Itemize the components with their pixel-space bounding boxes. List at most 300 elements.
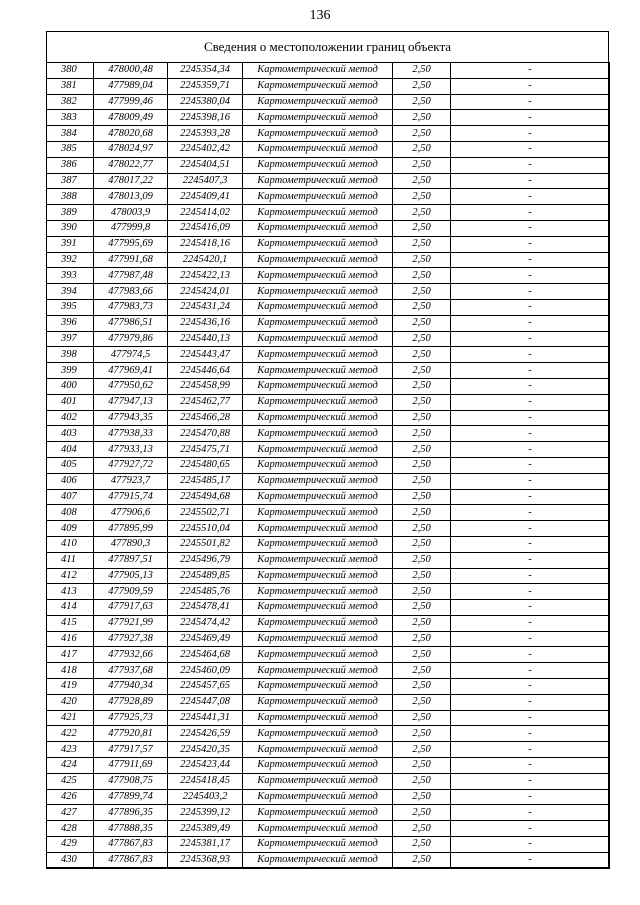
point-number-cell: 399 bbox=[47, 363, 94, 379]
note-cell: - bbox=[451, 758, 610, 774]
x-coordinate-cell: 477950,62 bbox=[94, 378, 168, 394]
table-row bbox=[47, 600, 610, 616]
x-coordinate-cell: 478000,48 bbox=[94, 63, 168, 79]
page-number: 136 bbox=[309, 8, 331, 23]
point-number-cell: 384 bbox=[47, 126, 94, 142]
note-cell: - bbox=[451, 647, 610, 663]
y-coordinate-cell: 2245443,47 bbox=[168, 347, 243, 363]
point-number-cell: 401 bbox=[47, 394, 94, 410]
point-number-cell: 418 bbox=[47, 663, 94, 679]
point-number-cell: 398 bbox=[47, 347, 94, 363]
table-row bbox=[47, 394, 610, 410]
note-cell: - bbox=[451, 363, 610, 379]
accuracy-cell: 2,50 bbox=[393, 315, 451, 331]
table-row bbox=[47, 331, 610, 347]
note-cell: - bbox=[451, 584, 610, 600]
y-coordinate-cell: 2245389,49 bbox=[168, 821, 243, 837]
y-coordinate-cell: 2245409,41 bbox=[168, 189, 243, 205]
accuracy-cell: 2,50 bbox=[393, 378, 451, 394]
table-row bbox=[47, 710, 610, 726]
x-coordinate-cell: 477888,35 bbox=[94, 821, 168, 837]
table-row bbox=[47, 236, 610, 252]
method-cell: Картометрический метод bbox=[243, 205, 393, 221]
table-row bbox=[47, 852, 610, 868]
point-number-cell: 387 bbox=[47, 173, 94, 189]
point-number-cell: 411 bbox=[47, 552, 94, 568]
point-number-cell: 388 bbox=[47, 189, 94, 205]
note-cell: - bbox=[451, 94, 610, 110]
accuracy-cell: 2,50 bbox=[393, 694, 451, 710]
x-coordinate-cell: 477867,83 bbox=[94, 837, 168, 853]
y-coordinate-cell: 2245475,71 bbox=[168, 442, 243, 458]
accuracy-cell: 2,50 bbox=[393, 331, 451, 347]
note-cell: - bbox=[451, 63, 610, 79]
note-cell: - bbox=[451, 852, 610, 868]
table-row bbox=[47, 426, 610, 442]
y-coordinate-cell: 2245447,08 bbox=[168, 694, 243, 710]
accuracy-cell: 2,50 bbox=[393, 126, 451, 142]
point-number-cell: 394 bbox=[47, 284, 94, 300]
note-cell: - bbox=[451, 473, 610, 489]
y-coordinate-cell: 2245399,12 bbox=[168, 805, 243, 821]
method-cell: Картометрический метод bbox=[243, 805, 393, 821]
point-number-cell: 381 bbox=[47, 78, 94, 94]
y-coordinate-cell: 2245422,13 bbox=[168, 268, 243, 284]
point-number-cell: 421 bbox=[47, 710, 94, 726]
x-coordinate-cell: 477989,04 bbox=[94, 78, 168, 94]
accuracy-cell: 2,50 bbox=[393, 173, 451, 189]
accuracy-cell: 2,50 bbox=[393, 363, 451, 379]
note-cell: - bbox=[451, 410, 610, 426]
y-coordinate-cell: 2245485,17 bbox=[168, 473, 243, 489]
accuracy-cell: 2,50 bbox=[393, 789, 451, 805]
point-number-cell: 427 bbox=[47, 805, 94, 821]
point-number-cell: 403 bbox=[47, 426, 94, 442]
method-cell: Картометрический метод bbox=[243, 694, 393, 710]
note-cell: - bbox=[451, 679, 610, 695]
table-row bbox=[47, 694, 610, 710]
note-cell: - bbox=[451, 426, 610, 442]
method-cell: Картометрический метод bbox=[243, 663, 393, 679]
y-coordinate-cell: 2245446,64 bbox=[168, 363, 243, 379]
method-cell: Картометрический метод bbox=[243, 505, 393, 521]
method-cell: Картометрический метод bbox=[243, 631, 393, 647]
table-row bbox=[47, 78, 610, 94]
method-cell: Картометрический метод bbox=[243, 157, 393, 173]
table-row bbox=[47, 299, 610, 315]
table-row bbox=[47, 410, 610, 426]
x-coordinate-cell: 477899,74 bbox=[94, 789, 168, 805]
y-coordinate-cell: 2245466,28 bbox=[168, 410, 243, 426]
point-number-cell: 380 bbox=[47, 63, 94, 79]
method-cell: Картометрический метод bbox=[243, 615, 393, 631]
table-row bbox=[47, 742, 610, 758]
x-coordinate-cell: 478009,49 bbox=[94, 110, 168, 126]
x-coordinate-cell: 477920,81 bbox=[94, 726, 168, 742]
table-row bbox=[47, 63, 610, 79]
method-cell: Картометрический метод bbox=[243, 821, 393, 837]
table-row bbox=[47, 631, 610, 647]
x-coordinate-cell: 478022,77 bbox=[94, 157, 168, 173]
note-cell: - bbox=[451, 726, 610, 742]
coordinates-table-body bbox=[47, 63, 610, 869]
y-coordinate-cell: 2245426,59 bbox=[168, 726, 243, 742]
method-cell: Картометрический метод bbox=[243, 789, 393, 805]
point-number-cell: 390 bbox=[47, 220, 94, 236]
note-cell: - bbox=[451, 505, 610, 521]
accuracy-cell: 2,50 bbox=[393, 615, 451, 631]
y-coordinate-cell: 2245480,65 bbox=[168, 457, 243, 473]
note-cell: - bbox=[451, 110, 610, 126]
y-coordinate-cell: 2245414,02 bbox=[168, 205, 243, 221]
accuracy-cell: 2,50 bbox=[393, 536, 451, 552]
note-cell: - bbox=[451, 141, 610, 157]
x-coordinate-cell: 477932,66 bbox=[94, 647, 168, 663]
table-row bbox=[47, 837, 610, 853]
x-coordinate-cell: 477999,8 bbox=[94, 220, 168, 236]
table-row bbox=[47, 378, 610, 394]
method-cell: Картометрический метод bbox=[243, 457, 393, 473]
table-row bbox=[47, 284, 610, 300]
table-row bbox=[47, 473, 610, 489]
y-coordinate-cell: 2245502,71 bbox=[168, 505, 243, 521]
note-cell: - bbox=[451, 615, 610, 631]
x-coordinate-cell: 477937,68 bbox=[94, 663, 168, 679]
point-number-cell: 409 bbox=[47, 521, 94, 537]
table-row bbox=[47, 568, 610, 584]
method-cell: Картометрический метод bbox=[243, 584, 393, 600]
table-row bbox=[47, 315, 610, 331]
note-cell: - bbox=[451, 126, 610, 142]
y-coordinate-cell: 2245462,77 bbox=[168, 394, 243, 410]
method-cell: Картометрический метод bbox=[243, 126, 393, 142]
x-coordinate-cell: 478017,22 bbox=[94, 173, 168, 189]
accuracy-cell: 2,50 bbox=[393, 489, 451, 505]
table-row bbox=[47, 457, 610, 473]
x-coordinate-cell: 478024,97 bbox=[94, 141, 168, 157]
y-coordinate-cell: 2245416,09 bbox=[168, 220, 243, 236]
point-number-cell: 392 bbox=[47, 252, 94, 268]
x-coordinate-cell: 478003,9 bbox=[94, 205, 168, 221]
method-cell: Картометрический метод bbox=[243, 489, 393, 505]
y-coordinate-cell: 2245458,99 bbox=[168, 378, 243, 394]
table-row bbox=[47, 110, 610, 126]
method-cell: Картометрический метод bbox=[243, 110, 393, 126]
note-cell: - bbox=[451, 773, 610, 789]
accuracy-cell: 2,50 bbox=[393, 568, 451, 584]
x-coordinate-cell: 477905,13 bbox=[94, 568, 168, 584]
y-coordinate-cell: 2245485,76 bbox=[168, 584, 243, 600]
accuracy-cell: 2,50 bbox=[393, 710, 451, 726]
x-coordinate-cell: 477943,35 bbox=[94, 410, 168, 426]
note-cell: - bbox=[451, 220, 610, 236]
table-row bbox=[47, 726, 610, 742]
x-coordinate-cell: 477991,68 bbox=[94, 252, 168, 268]
y-coordinate-cell: 2245354,34 bbox=[168, 63, 243, 79]
table-row bbox=[47, 584, 610, 600]
accuracy-cell: 2,50 bbox=[393, 505, 451, 521]
accuracy-cell: 2,50 bbox=[393, 78, 451, 94]
point-number-cell: 412 bbox=[47, 568, 94, 584]
accuracy-cell: 2,50 bbox=[393, 426, 451, 442]
point-number-cell: 400 bbox=[47, 378, 94, 394]
method-cell: Картометрический метод bbox=[243, 284, 393, 300]
accuracy-cell: 2,50 bbox=[393, 473, 451, 489]
table-row bbox=[47, 647, 610, 663]
accuracy-cell: 2,50 bbox=[393, 268, 451, 284]
table-row bbox=[47, 442, 610, 458]
note-cell: - bbox=[451, 236, 610, 252]
x-coordinate-cell: 477979,86 bbox=[94, 331, 168, 347]
note-cell: - bbox=[451, 205, 610, 221]
point-number-cell: 407 bbox=[47, 489, 94, 505]
table-row bbox=[47, 615, 610, 631]
table-row bbox=[47, 363, 610, 379]
y-coordinate-cell: 2245359,71 bbox=[168, 78, 243, 94]
y-coordinate-cell: 2245418,16 bbox=[168, 236, 243, 252]
y-coordinate-cell: 2245460,09 bbox=[168, 663, 243, 679]
x-coordinate-cell: 477938,33 bbox=[94, 426, 168, 442]
method-cell: Картометрический метод bbox=[243, 299, 393, 315]
accuracy-cell: 2,50 bbox=[393, 205, 451, 221]
accuracy-cell: 2,50 bbox=[393, 252, 451, 268]
accuracy-cell: 2,50 bbox=[393, 647, 451, 663]
method-cell: Картометрический метод bbox=[243, 236, 393, 252]
accuracy-cell: 2,50 bbox=[393, 63, 451, 79]
table-title: Сведения о местоположении границ объекта bbox=[203, 39, 452, 54]
accuracy-cell: 2,50 bbox=[393, 821, 451, 837]
point-number-cell: 424 bbox=[47, 758, 94, 774]
x-coordinate-cell: 477983,73 bbox=[94, 299, 168, 315]
accuracy-cell: 2,50 bbox=[393, 805, 451, 821]
point-number-cell: 396 bbox=[47, 315, 94, 331]
table-row bbox=[47, 663, 610, 679]
method-cell: Картометрический метод bbox=[243, 742, 393, 758]
note-cell: - bbox=[451, 78, 610, 94]
y-coordinate-cell: 2245496,79 bbox=[168, 552, 243, 568]
point-number-cell: 395 bbox=[47, 299, 94, 315]
coordinates-table bbox=[46, 62, 610, 869]
table-row bbox=[47, 521, 610, 537]
table-row bbox=[47, 252, 610, 268]
method-cell: Картометрический метод bbox=[243, 837, 393, 853]
note-cell: - bbox=[451, 394, 610, 410]
point-number-cell: 405 bbox=[47, 457, 94, 473]
note-cell: - bbox=[451, 331, 610, 347]
x-coordinate-cell: 477908,75 bbox=[94, 773, 168, 789]
point-number-cell: 423 bbox=[47, 742, 94, 758]
x-coordinate-cell: 477915,74 bbox=[94, 489, 168, 505]
accuracy-cell: 2,50 bbox=[393, 236, 451, 252]
accuracy-cell: 2,50 bbox=[393, 552, 451, 568]
point-number-cell: 402 bbox=[47, 410, 94, 426]
note-cell: - bbox=[451, 299, 610, 315]
method-cell: Картометрический метод bbox=[243, 568, 393, 584]
accuracy-cell: 2,50 bbox=[393, 679, 451, 695]
table-row bbox=[47, 552, 610, 568]
accuracy-cell: 2,50 bbox=[393, 758, 451, 774]
method-cell: Картометрический метод bbox=[243, 268, 393, 284]
y-coordinate-cell: 2245464,68 bbox=[168, 647, 243, 663]
point-number-cell: 417 bbox=[47, 647, 94, 663]
point-number-cell: 414 bbox=[47, 600, 94, 616]
table-row bbox=[47, 821, 610, 837]
point-number-cell: 385 bbox=[47, 141, 94, 157]
point-number-cell: 410 bbox=[47, 536, 94, 552]
point-number-cell: 426 bbox=[47, 789, 94, 805]
y-coordinate-cell: 2245381,17 bbox=[168, 837, 243, 853]
x-coordinate-cell: 477917,63 bbox=[94, 600, 168, 616]
table-row bbox=[47, 173, 610, 189]
note-cell: - bbox=[451, 268, 610, 284]
point-number-cell: 391 bbox=[47, 236, 94, 252]
point-number-cell: 415 bbox=[47, 615, 94, 631]
y-coordinate-cell: 2245368,93 bbox=[168, 852, 243, 868]
x-coordinate-cell: 477933,13 bbox=[94, 442, 168, 458]
point-number-cell: 420 bbox=[47, 694, 94, 710]
accuracy-cell: 2,50 bbox=[393, 189, 451, 205]
x-coordinate-cell: 477896,35 bbox=[94, 805, 168, 821]
x-coordinate-cell: 477974,5 bbox=[94, 347, 168, 363]
table-row bbox=[47, 220, 610, 236]
point-number-cell: 429 bbox=[47, 837, 94, 853]
x-coordinate-cell: 477986,51 bbox=[94, 315, 168, 331]
point-number-cell: 389 bbox=[47, 205, 94, 221]
y-coordinate-cell: 2245436,16 bbox=[168, 315, 243, 331]
x-coordinate-cell: 477909,59 bbox=[94, 584, 168, 600]
note-cell: - bbox=[451, 568, 610, 584]
note-cell: - bbox=[451, 457, 610, 473]
point-number-cell: 416 bbox=[47, 631, 94, 647]
table-row bbox=[47, 679, 610, 695]
note-cell: - bbox=[451, 157, 610, 173]
note-cell: - bbox=[451, 536, 610, 552]
table-row bbox=[47, 268, 610, 284]
point-number-cell: 383 bbox=[47, 110, 94, 126]
accuracy-cell: 2,50 bbox=[393, 410, 451, 426]
table-row bbox=[47, 789, 610, 805]
y-coordinate-cell: 2245510,04 bbox=[168, 521, 243, 537]
y-coordinate-cell: 2245478,41 bbox=[168, 600, 243, 616]
method-cell: Картометрический метод bbox=[243, 173, 393, 189]
note-cell: - bbox=[451, 347, 610, 363]
table-row bbox=[47, 773, 610, 789]
note-cell: - bbox=[451, 489, 610, 505]
accuracy-cell: 2,50 bbox=[393, 157, 451, 173]
point-number-cell: 430 bbox=[47, 852, 94, 868]
y-coordinate-cell: 2245469,49 bbox=[168, 631, 243, 647]
accuracy-cell: 2,50 bbox=[393, 457, 451, 473]
point-number-cell: 386 bbox=[47, 157, 94, 173]
accuracy-cell: 2,50 bbox=[393, 394, 451, 410]
method-cell: Картометрический метод bbox=[243, 600, 393, 616]
note-cell: - bbox=[451, 742, 610, 758]
table-row bbox=[47, 805, 610, 821]
point-number-cell: 425 bbox=[47, 773, 94, 789]
y-coordinate-cell: 2245440,13 bbox=[168, 331, 243, 347]
table-row bbox=[47, 126, 610, 142]
y-coordinate-cell: 2245423,44 bbox=[168, 758, 243, 774]
y-coordinate-cell: 2245420,35 bbox=[168, 742, 243, 758]
x-coordinate-cell: 478013,09 bbox=[94, 189, 168, 205]
method-cell: Картометрический метод bbox=[243, 220, 393, 236]
method-cell: Картометрический метод bbox=[243, 410, 393, 426]
x-coordinate-cell: 477995,69 bbox=[94, 236, 168, 252]
accuracy-cell: 2,50 bbox=[393, 837, 451, 853]
point-number-cell: 413 bbox=[47, 584, 94, 600]
accuracy-cell: 2,50 bbox=[393, 284, 451, 300]
accuracy-cell: 2,50 bbox=[393, 442, 451, 458]
note-cell: - bbox=[451, 805, 610, 821]
x-coordinate-cell: 477925,73 bbox=[94, 710, 168, 726]
note-cell: - bbox=[451, 552, 610, 568]
accuracy-cell: 2,50 bbox=[393, 299, 451, 315]
x-coordinate-cell: 477906,6 bbox=[94, 505, 168, 521]
note-cell: - bbox=[451, 315, 610, 331]
table-row bbox=[47, 189, 610, 205]
x-coordinate-cell: 477923,7 bbox=[94, 473, 168, 489]
point-number-cell: 419 bbox=[47, 679, 94, 695]
x-coordinate-cell: 478020,68 bbox=[94, 126, 168, 142]
point-number-cell: 428 bbox=[47, 821, 94, 837]
method-cell: Картометрический метод bbox=[243, 252, 393, 268]
accuracy-cell: 2,50 bbox=[393, 347, 451, 363]
note-cell: - bbox=[451, 173, 610, 189]
accuracy-cell: 2,50 bbox=[393, 600, 451, 616]
method-cell: Картометрический метод bbox=[243, 78, 393, 94]
method-cell: Картометрический метод bbox=[243, 852, 393, 868]
accuracy-cell: 2,50 bbox=[393, 584, 451, 600]
y-coordinate-cell: 2245402,42 bbox=[168, 141, 243, 157]
accuracy-cell: 2,50 bbox=[393, 726, 451, 742]
method-cell: Картометрический метод bbox=[243, 647, 393, 663]
method-cell: Картометрический метод bbox=[243, 773, 393, 789]
method-cell: Картометрический метод bbox=[243, 347, 393, 363]
method-cell: Картометрический метод bbox=[243, 536, 393, 552]
method-cell: Картометрический метод bbox=[243, 141, 393, 157]
method-cell: Картометрический метод bbox=[243, 315, 393, 331]
accuracy-cell: 2,50 bbox=[393, 742, 451, 758]
method-cell: Картометрический метод bbox=[243, 758, 393, 774]
y-coordinate-cell: 2245424,01 bbox=[168, 284, 243, 300]
x-coordinate-cell: 477969,41 bbox=[94, 363, 168, 379]
note-cell: - bbox=[451, 378, 610, 394]
point-number-cell: 406 bbox=[47, 473, 94, 489]
table-row bbox=[47, 536, 610, 552]
point-number-cell: 397 bbox=[47, 331, 94, 347]
x-coordinate-cell: 477897,51 bbox=[94, 552, 168, 568]
table-row bbox=[47, 489, 610, 505]
point-number-cell: 422 bbox=[47, 726, 94, 742]
table-row bbox=[47, 141, 610, 157]
note-cell: - bbox=[451, 189, 610, 205]
x-coordinate-cell: 477911,69 bbox=[94, 758, 168, 774]
method-cell: Картометрический метод bbox=[243, 189, 393, 205]
x-coordinate-cell: 477947,13 bbox=[94, 394, 168, 410]
accuracy-cell: 2,50 bbox=[393, 220, 451, 236]
note-cell: - bbox=[451, 821, 610, 837]
method-cell: Картометрический метод bbox=[243, 473, 393, 489]
method-cell: Картометрический метод bbox=[243, 94, 393, 110]
table-row bbox=[47, 505, 610, 521]
x-coordinate-cell: 477987,48 bbox=[94, 268, 168, 284]
x-coordinate-cell: 477940,34 bbox=[94, 679, 168, 695]
accuracy-cell: 2,50 bbox=[393, 631, 451, 647]
x-coordinate-cell: 477917,57 bbox=[94, 742, 168, 758]
y-coordinate-cell: 2245431,24 bbox=[168, 299, 243, 315]
y-coordinate-cell: 2245474,42 bbox=[168, 615, 243, 631]
method-cell: Картометрический метод bbox=[243, 521, 393, 537]
